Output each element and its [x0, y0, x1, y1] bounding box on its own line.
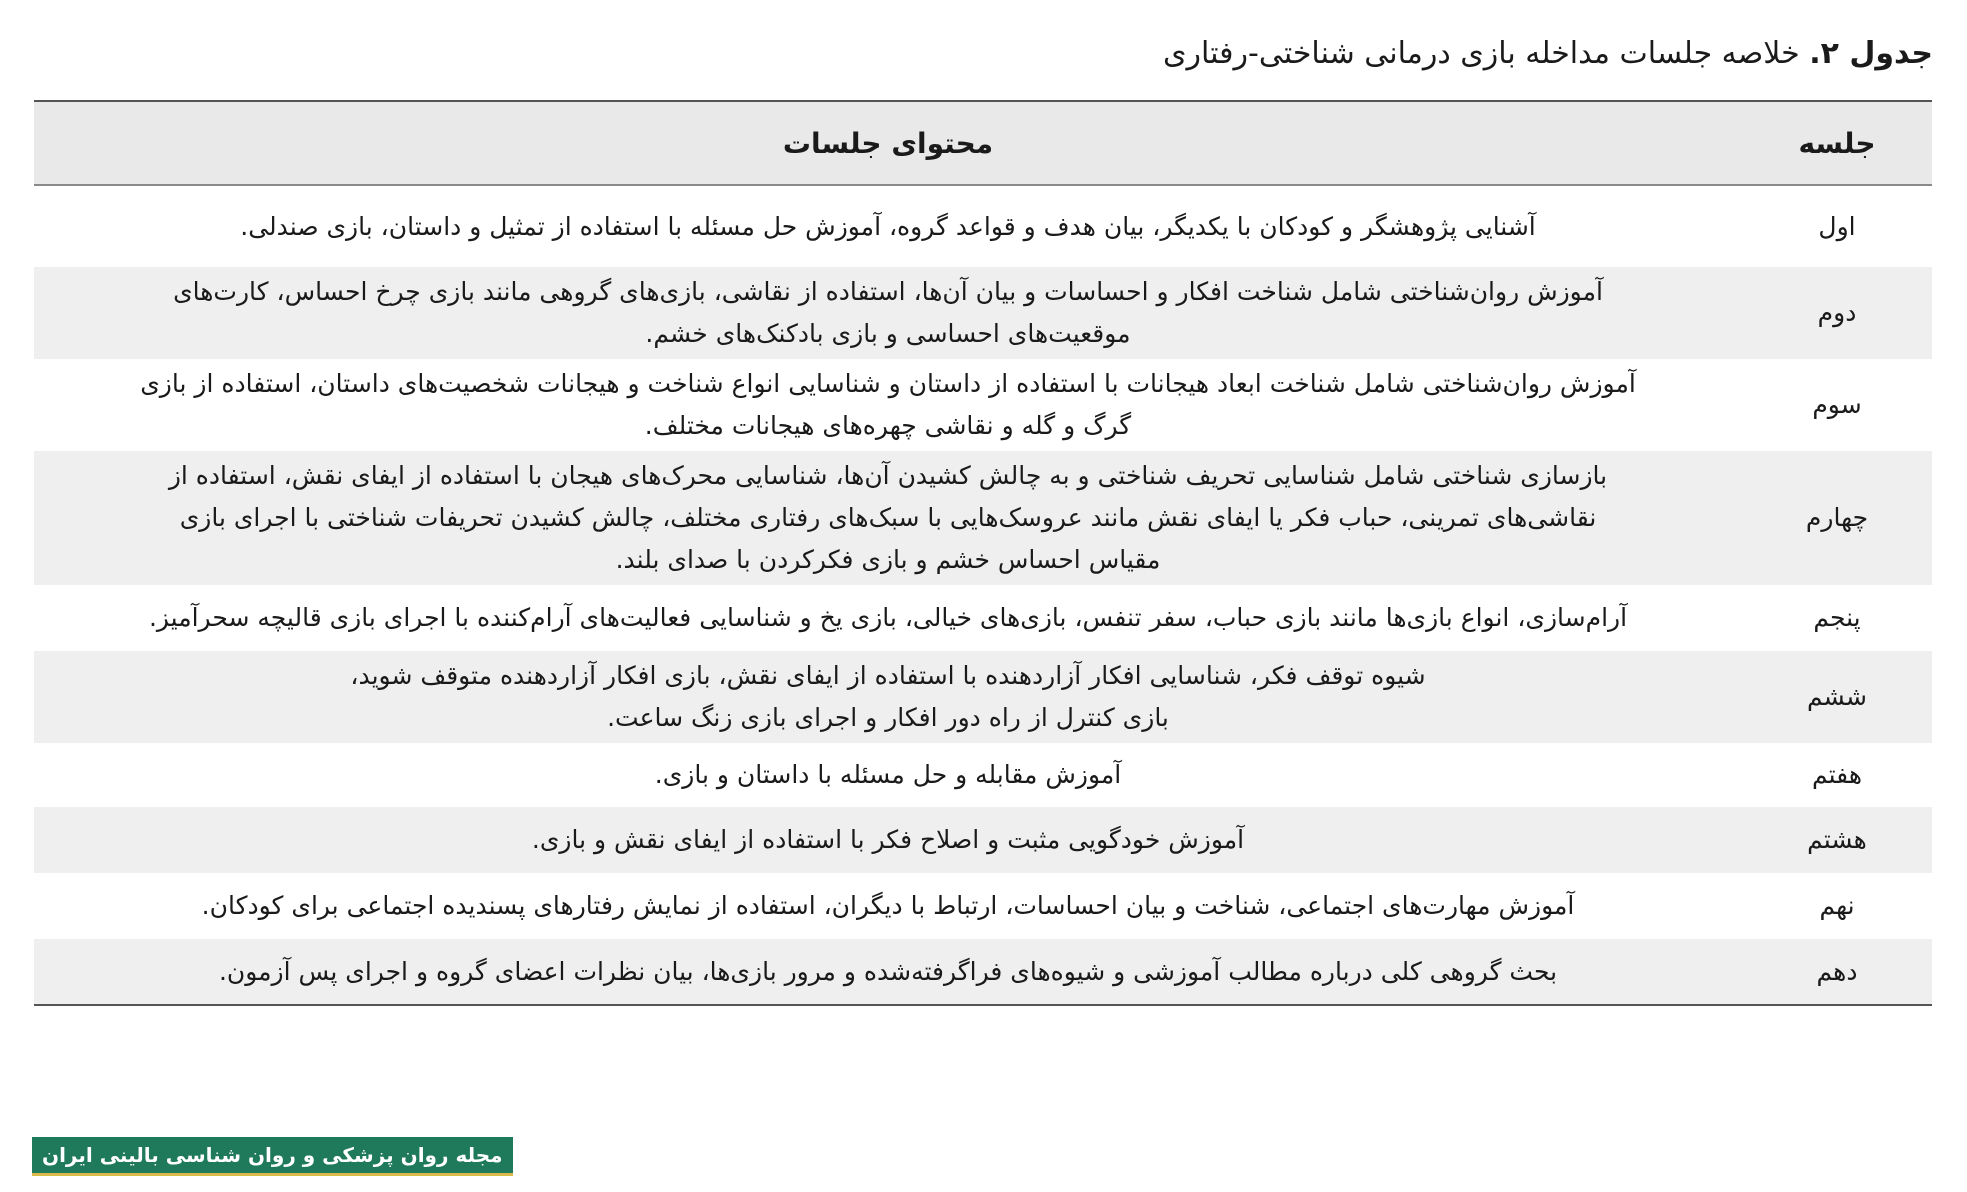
journal-logo: مجله روان پزشکی و روان شناسی بالینی ایران — [32, 1137, 513, 1176]
table-body — [34, 185, 1932, 1005]
content-line: آشنایی پژوهشگر و کودکان با یکدیگر، بیان هدف و قواعد گروه، آموزش حل مسئله با استفاده از تمثیل و داستان، بازی صندلی. — [240, 211, 1536, 241]
content-line: آموزش روان‌شناختی شامل شناخت ابعاد هیجانات با استفاده از داستان و شناسایی انواع شناخت و هیجانات شخصیت‌های داستان، استفاده از بازی — [140, 369, 1636, 398]
content-cell — [34, 359, 1742, 451]
content-line: آموزش خودگویی مثبت و اصلاح فکر با استفاده از ایفای نقش و بازی. — [531, 825, 1245, 854]
caption-text: خلاصه جلسات مداخله بازی درمانی شناختی-رفتاری — [1163, 36, 1800, 71]
table-row — [34, 939, 1932, 1005]
content-cell — [34, 185, 1742, 267]
content-line: آموزش روان‌شناختی شامل شناخت افکار و احساسات و بیان آن‌ها، استفاده از نقاشی، بازی‌های گروهی مانند بازی چرخ احساس، کارت‌های — [173, 277, 1603, 306]
content-line: بازسازی شناختی شامل شناسایی تحریف شناختی و به چالش کشیدن آن‌ها، شناسایی محرک‌های هیجان با استفاده از ایفای نقش، استفاده از — [168, 461, 1608, 490]
content-line: موقعیت‌های احساسی و بازی بادکنک‌های خشم. — [645, 319, 1131, 348]
session-cell: سوم — [1812, 390, 1862, 419]
content-line: آموزش مهارت‌های اجتماعی، شناخت و بیان احساسات، ارتباط با دیگران، استفاده از نمایش رفتارهای پسندیده اجتماعی برای کودکان. — [201, 891, 1575, 920]
table-row — [34, 451, 1932, 585]
session-cell: دهم — [1816, 956, 1858, 986]
table-row — [34, 185, 1932, 267]
content-line: آموزش مقابله و حل مسئله با داستان و بازی. — [654, 760, 1122, 789]
table-row — [34, 359, 1932, 451]
content-line: گرگ و گله و نقاشی چهره‌های هیجانات مختلف. — [644, 411, 1132, 440]
content-line: آرام‌سازی، انواع بازی‌ها مانند بازی حباب، سفر تنفس، بازی‌های خیالی، بازی یخ و شناسایی فعالیت‌های آرام‌کننده با اجرای بازی قالیچه سحرآمیز. — [148, 603, 1628, 632]
table-row — [34, 651, 1932, 743]
session-cell: چهارم — [1805, 503, 1869, 532]
session-cell: اول — [1818, 211, 1856, 241]
table-row — [34, 585, 1932, 651]
session-cell: هفتم — [1811, 760, 1862, 789]
sessions-table-wrapper — [34, 100, 1932, 1006]
content-line: بحث گروهی کلی درباره مطالب آموزشی و شیوه‌های فراگرفته‌شده و مرور بازی‌ها، بیان نظرات اعضای گروه و اجرای پس آزمون. — [218, 956, 1558, 986]
content-cell — [34, 807, 1742, 873]
content-line: بازی کنترل از راه دور افکار و اجرای بازی زنگ ساعت. — [607, 703, 1169, 732]
content-line: مقیاس احساس خشم و بازی فکرکردن با صدای بلند. — [615, 545, 1161, 574]
content-line: نقاشی‌های تمرینی، حباب فکر یا ایفای نقش مانند عروسک‌هایی با سبک‌های رفتاری مختلف، چالش کشیدن تحریفات شناختی با اجرای بازی — [179, 503, 1597, 532]
session-cell: ششم — [1807, 682, 1867, 711]
header-session: جلسه — [1798, 126, 1876, 160]
content-cell — [34, 873, 1742, 939]
content-cell — [34, 585, 1742, 651]
table-row — [34, 873, 1932, 939]
content-cell — [34, 267, 1742, 359]
session-cell: هشتم — [1807, 825, 1867, 854]
content-cell — [34, 743, 1742, 807]
content-cell — [34, 651, 1742, 743]
session-cell: نهم — [1819, 891, 1855, 920]
caption-label: جدول ۲. — [1809, 36, 1933, 71]
content-cell — [34, 939, 1742, 1005]
sessions-table — [34, 100, 1932, 1006]
content-line: شیوه توقف فکر، شناسایی افکار آزاردهنده با استفاده از ایفای نقش، بازی افکار آزاردهنده متوقف شوید، — [350, 661, 1426, 690]
session-cell: پنجم — [1813, 603, 1861, 632]
table-row — [34, 267, 1932, 359]
session-cell: دوم — [1817, 298, 1857, 327]
header-content: محتوای جلسات — [782, 126, 994, 160]
table-caption — [34, 30, 1933, 78]
table-header-row — [34, 101, 1932, 185]
table-row — [34, 743, 1932, 807]
content-cell — [34, 451, 1742, 585]
table-row — [34, 807, 1932, 873]
